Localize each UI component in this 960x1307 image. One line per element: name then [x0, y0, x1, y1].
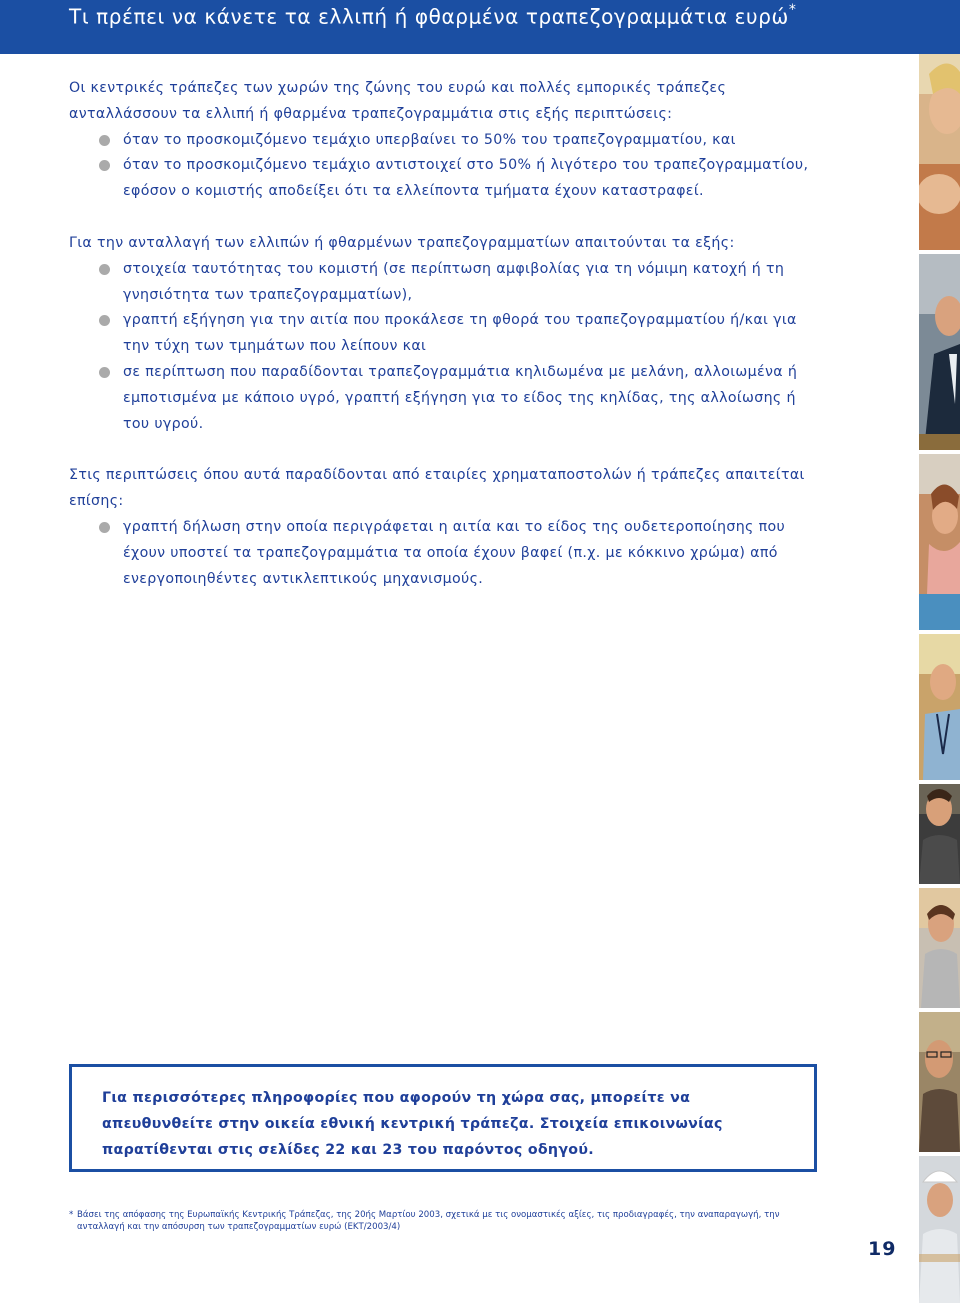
- list-item: [69, 308, 809, 360]
- list-item-text: γραπτή εξήγηση για την αιτία που προκάλεσε τη φθορά του τραπεζογραμματίου ή/και για την τύχη των τμημάτων που λείπουν και: [123, 312, 797, 355]
- list-item-text: γραπτή δήλωση στην οποία περιγράφεται η αιτία και το είδος της ουδετεροποίησης που έχουν υποστεί τα τραπεζογραμμάτια τα οποία έχουν βαφεί (π.χ. με κόκκινο χρώμα) από ενεργοποιηθέντες αντικλεπτικούς μηχανισμούς.: [123, 518, 786, 587]
- section1-intro: Οι κεντρικές τράπεζες των χωρών της ζώνης του ευρώ και πολλές εμπορικές τράπεζες ανταλλάσσουν τα ελλιπή ή φθαρμένα τραπεζογραμμάτια στις εξής περιπτώσεις:: [69, 80, 727, 122]
- section2-intro: Για την ανταλλαγή των ελλιπών ή φθαρμένων τραπεζογραμματίων απαιτούνται τα εξής:: [69, 234, 735, 251]
- list-item-text: στοιχεία ταυτότητας του κομιστή (σε περίπτωση αμφιβολίας για τη νόμιμη κατοχή ή τη γνησιότητα των τραπεζογραμματίων),: [123, 260, 785, 303]
- footnote-text: Βάσει της απόφασης της Ευρωπαϊκής Κεντρικής Τράπεζας, της 20ής Μαρτίου 2003, σχετικά με τις ονομαστικές αξίες, τις προδιαγραφές, την αναπαραγωγή, την ανταλλαγή και την απόσυρση των τραπεζογραμματίων ευρώ (ΕΚΤ/2003/4): [77, 1210, 780, 1232]
- bullet-icon: [99, 315, 110, 326]
- section3-intro: Στις περιπτώσεις όπου αυτά παραδίδονται από εταιρίες χρηματαποστολών ή τράπεζες απαιτείται επίσης:: [69, 467, 805, 510]
- list-item: [69, 128, 809, 154]
- main-content: [69, 76, 809, 592]
- page-title: [69, 4, 796, 29]
- bullet-icon: [99, 135, 110, 146]
- info-box-text: Για περισσότερες πληροφορίες που αφορούν τη χώρα σας, μπορείτε να απευθυνθείτε στην οικεία εθνική κεντρική τράπεζα. Στοιχεία επικοινωνίας παρατίθενται στις σελίδες 22 και 23 του παρόντος οδηγού.: [102, 1090, 723, 1158]
- list-item-text: όταν το προσκομιζόμενο τεμάχιο υπερβαίνει το 50% του τραπεζογραμματίου, και: [123, 131, 736, 148]
- footnote-mark: *: [69, 1210, 74, 1220]
- list-item: [69, 515, 809, 592]
- photo-strip-graphic: [919, 54, 960, 1303]
- photo-strip: [919, 54, 960, 1303]
- footnote: [69, 1209, 789, 1233]
- section1-continuation: εφόσον ο κομιστής αποδείξει ότι τα ελλείποντα τμήματα έχουν καταστραφεί.: [123, 183, 704, 200]
- page-number: 19: [868, 1238, 897, 1260]
- list-item: [69, 360, 809, 437]
- section2-list: [69, 257, 809, 438]
- bullet-icon: [99, 160, 110, 171]
- list-item-text: σε περίπτωση που παραδίδονται τραπεζογραμμάτια κηλιδωμένα με μελάνη, αλλοιωμένα ή εμποτισμένα με κάποιο υγρό, γραπτή εξήγηση για το είδος της κηλίδας, της αλλοίωσης ή του υγρού.: [123, 363, 798, 432]
- title-footnote-mark: *: [788, 2, 797, 18]
- bullet-icon: [99, 522, 110, 533]
- list-item-text: όταν το προσκομιζόμενο τεμάχιο αντιστοιχεί στο 50% ή λιγότερο του τραπεζογραμματίου,: [123, 157, 809, 174]
- list-item: [69, 153, 809, 179]
- bullet-icon: [99, 367, 110, 378]
- header-bar: [0, 0, 960, 54]
- bullet-icon: [99, 264, 110, 275]
- page-title-text: Τι πρέπει να κάνετε τα ελλιπή ή φθαρμένα τραπεζογραμμάτια ευρώ: [69, 4, 789, 29]
- section3-list: [69, 515, 809, 592]
- list-item: [69, 257, 809, 309]
- info-box: [69, 1064, 817, 1172]
- section1-list: [69, 128, 809, 180]
